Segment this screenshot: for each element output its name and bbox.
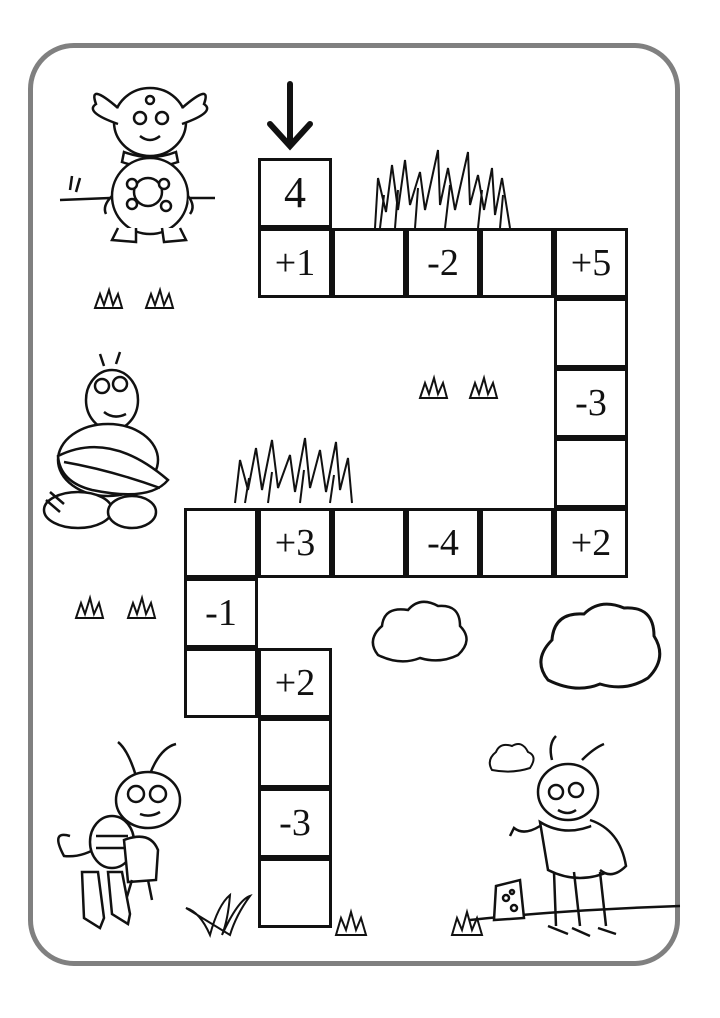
- path-cell[interactable]: [258, 648, 332, 718]
- character-illustration: [44, 352, 168, 528]
- path-cell[interactable]: [554, 298, 628, 368]
- path-cell[interactable]: [258, 718, 332, 788]
- cell-value: +2: [570, 522, 612, 564]
- cell-value: -2: [427, 242, 459, 284]
- path-cell[interactable]: [554, 228, 628, 298]
- start-value: 4: [284, 168, 306, 217]
- cloud-icon: [490, 744, 534, 772]
- path-cell[interactable]: [554, 438, 628, 508]
- cloud-icon: [373, 602, 467, 662]
- path-cell[interactable]: [258, 508, 332, 578]
- path-cell[interactable]: [258, 228, 332, 298]
- path-cell[interactable]: [406, 228, 480, 298]
- character-illustration: [60, 88, 215, 242]
- path-cell[interactable]: [554, 368, 628, 438]
- cell-value: -3: [575, 382, 607, 424]
- cell-value: +3: [274, 522, 316, 564]
- path-cell[interactable]: [184, 648, 258, 718]
- path-cell[interactable]: [406, 508, 480, 578]
- path-cell[interactable]: [184, 508, 258, 578]
- cell-value: -4: [427, 522, 459, 564]
- path-cell[interactable]: [332, 228, 406, 298]
- path-cell[interactable]: [258, 788, 332, 858]
- path-cell[interactable]: [554, 508, 628, 578]
- path-cell[interactable]: [480, 508, 554, 578]
- cell-value: +1: [274, 242, 316, 284]
- cell-value: +2: [274, 662, 316, 704]
- cell-value: -1: [205, 592, 237, 634]
- path-cell[interactable]: [480, 228, 554, 298]
- cloud-icon: [541, 604, 660, 688]
- path-cell[interactable]: [332, 508, 406, 578]
- start-cell: [258, 158, 332, 228]
- path-cell[interactable]: [258, 858, 332, 928]
- path-cell[interactable]: [184, 578, 258, 648]
- down-arrow-icon: [270, 84, 310, 146]
- cell-value: -3: [279, 802, 311, 844]
- character-illustration: [58, 742, 180, 928]
- grass-icon: [235, 438, 352, 503]
- grass-icon: [375, 150, 510, 228]
- cell-value: +5: [570, 242, 612, 284]
